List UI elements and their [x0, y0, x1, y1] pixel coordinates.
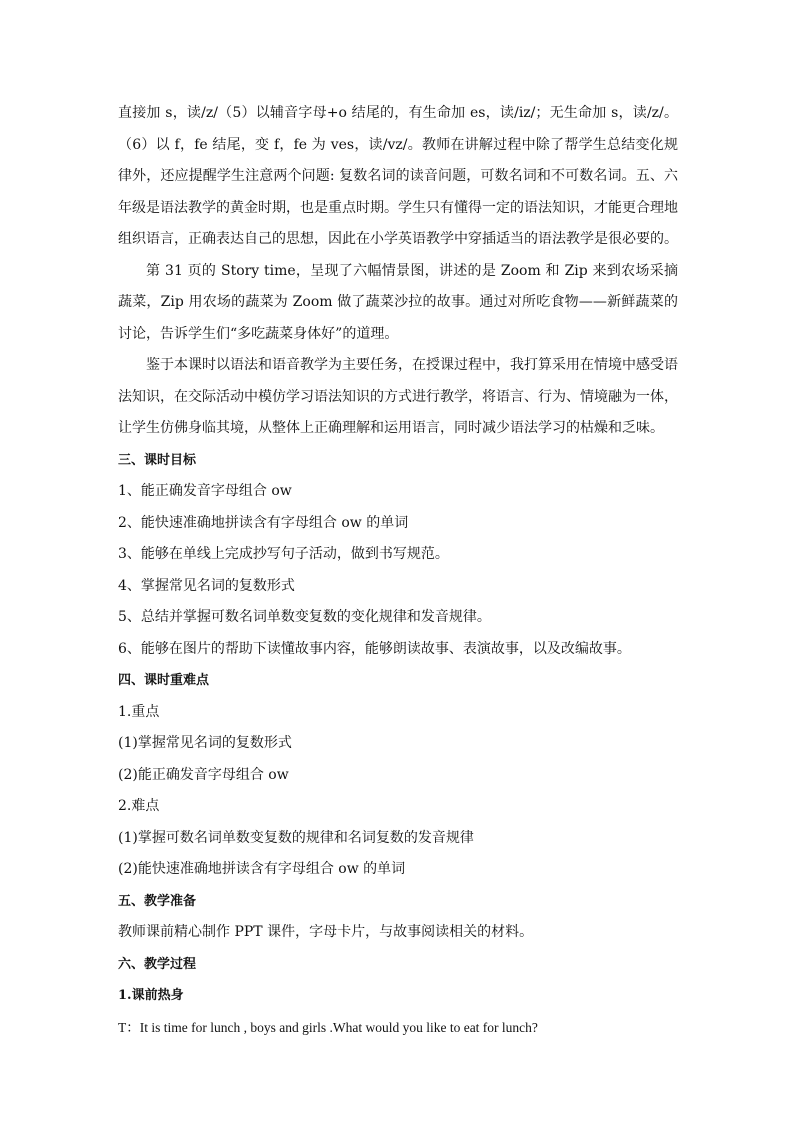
list-item: (1)掌握常见名词的复数形式	[118, 735, 292, 751]
section-heading-objectives: 三、课时目标	[118, 452, 197, 468]
list-item: (2)能正确发音字母组合 ow	[118, 766, 289, 783]
preparation-text: 教师课前精心制作 PPT 课件，字母卡片，与故事阅读相关的材料。	[118, 924, 534, 940]
list-item: 1、能正确发音字母组合 ow	[118, 483, 292, 499]
section-heading-key-points: 四、课时重难点	[118, 673, 210, 688]
paragraph-story-time: 第 31 页的 Story time，呈现了六幅情景图，讲述的是 Zoom 和 Zip 来到农场采摘蔬菜，Zip 用农场的蔬菜为 Zoom 做了蔬菜沙拉的故事。通过对所吃食物——新鲜蔬菜的讨论，告诉学生们“多吃蔬菜身体好”的道理。	[118, 262, 678, 342]
teacher-dialog-line: T：It is time for lunch , boys and girls .What would you like to eat for lunch?	[118, 1019, 538, 1035]
list-item: 3、能够在单线上完成抄写句子活动，做到书写规范。	[118, 546, 449, 562]
list-item: 4、掌握常见名词的复数形式	[118, 577, 295, 594]
document-page	[118, 98, 678, 1043]
section-heading-preparation: 五、教学准备	[118, 893, 197, 909]
list-item: 5、总结并掌握可数名词单数变复数的变化规律和发音规律。	[118, 609, 491, 625]
difficult-points-label: 2.难点	[118, 798, 160, 814]
list-item: 6、能够在图片的帮助下读懂故事内容，能够朗读故事、表演故事，以及改编故事。	[118, 640, 631, 657]
list-item: 2、能快速准确地拼读含有字母组合 ow 的单词	[118, 514, 409, 531]
key-points-label: 1.重点	[118, 703, 160, 720]
paragraph-teaching-approach: 鉴于本课时以语法和语音教学为主要任务，在授课过程中，我打算采用在情境中感受语法知识，在交际活动中模仿学习语法知识的方式进行教学，将语言、行为、情境融为一体，让学生仿佛身临其境，从整体上正确理解和运用语言，同时减少语法学习的枯燥和乏味。	[118, 357, 678, 436]
list-item: (1)掌握可数名词单数变复数的规律和名词复数的发音规律	[118, 829, 474, 846]
paragraph-plural-rules: 直接加 s，读/z/（5）以辅音字母+o 结尾的，有生命加 es，读/iz/；无生命加 s，读/z/。（6）以 f，fe 结尾，变 f，fe 为 ves，读/vz/。教师在讲解过程中除了帮学生总结变化规律外，还应提醒学生注意两个问题: 复数名词的读音问题，可数名词和不可数名词。五、六年级是语法教学的黄金时期，也是重点时期。学生只有懂得一定的语法知识，才能更合理地组织语言，正确表达自己的思想，因此在小学英语教学中穿插适当的语法教学是很必要的。	[118, 105, 678, 247]
sub-heading-warm-up: 1.课前热身	[118, 988, 184, 1003]
list-item: (2)能快速准确地拼读含有字母组合 ow 的单词	[118, 861, 406, 877]
section-heading-process: 六、教学过程	[118, 956, 197, 972]
